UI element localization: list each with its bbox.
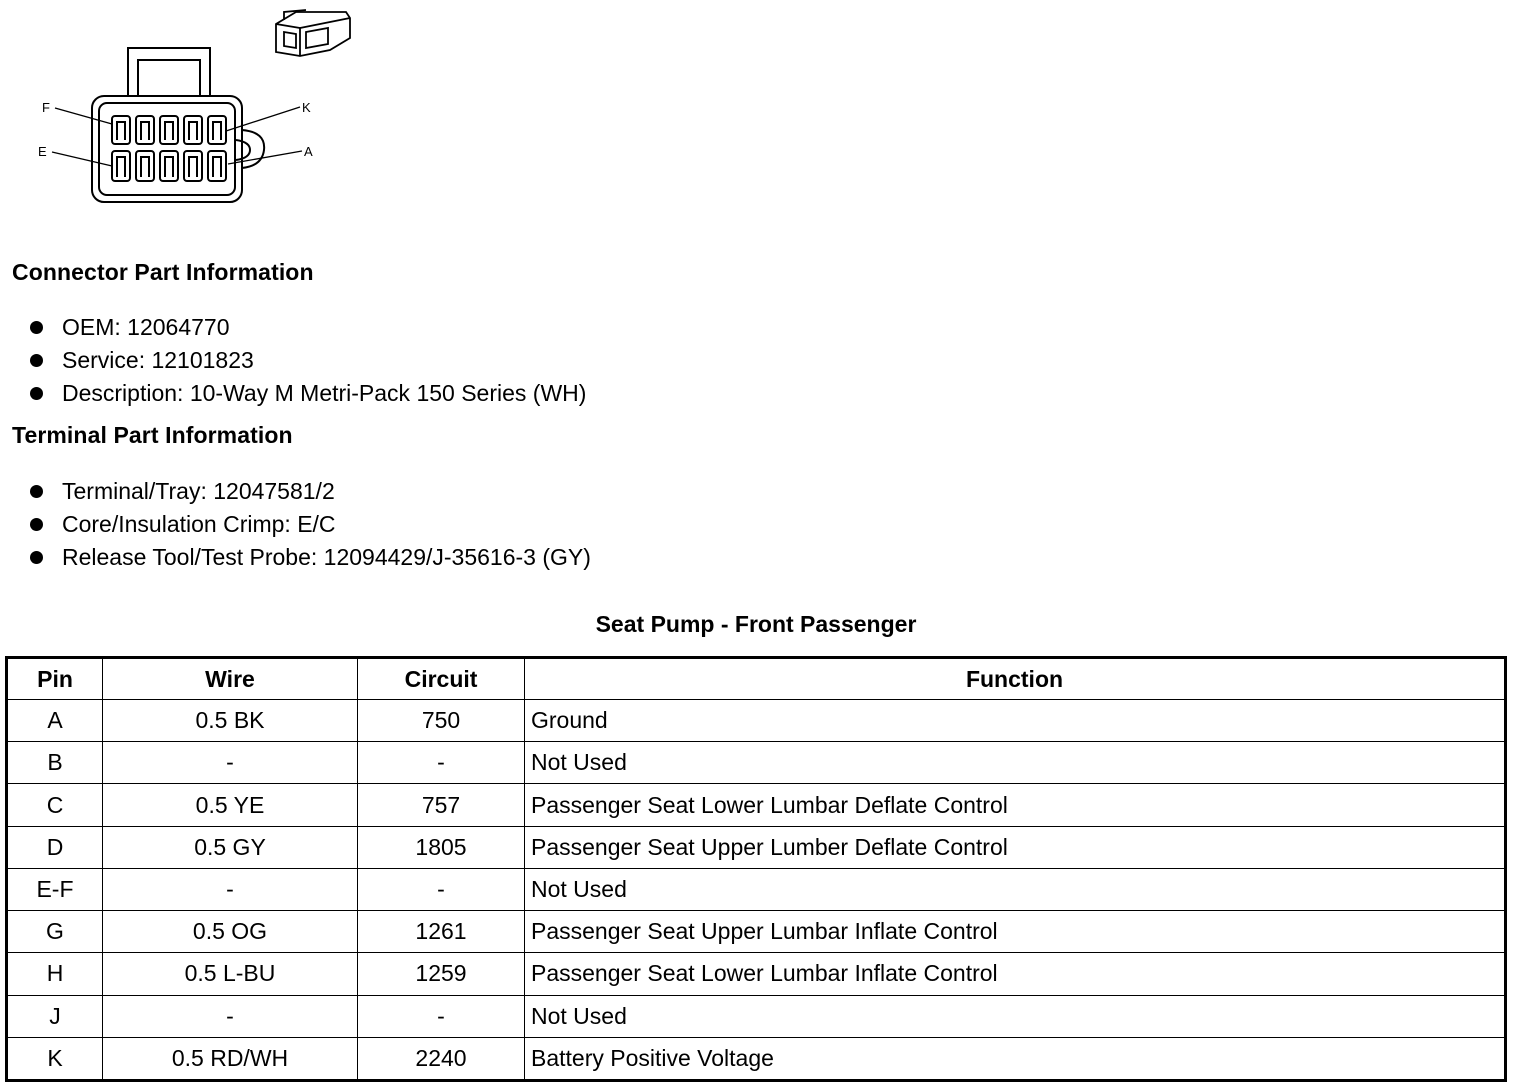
header-circuit: Circuit <box>358 658 525 700</box>
terminal-info-list <box>30 475 591 574</box>
pin-label-k: K <box>302 100 311 115</box>
bullet-icon <box>30 518 43 531</box>
cell-function: Passenger Seat Lower Lumbar Deflate Control <box>525 784 1506 826</box>
table-row <box>7 1037 1506 1080</box>
cell-wire: 0.5 RD/WH <box>103 1037 358 1080</box>
pin-cavity <box>208 116 226 144</box>
pin-cavity <box>184 151 202 181</box>
pin-table <box>5 656 1507 1082</box>
cell-circuit: - <box>358 868 525 910</box>
cell-function: Not Used <box>525 995 1506 1037</box>
table-row <box>7 826 1506 868</box>
list-item: Terminal/Tray: 12047581/2 <box>30 475 591 508</box>
pin-cavity <box>136 151 154 181</box>
cell-function: Passenger Seat Lower Lumbar Inflate Control <box>525 953 1506 995</box>
list-item: Description: 10-Way M Metri-Pack 150 Series (WH) <box>30 377 586 410</box>
cell-wire: 0.5 YE <box>103 784 358 826</box>
list-item: Service: 12101823 <box>30 344 586 377</box>
cell-pin: C <box>7 784 103 826</box>
cell-wire: 0.5 GY <box>103 826 358 868</box>
cell-pin: E-F <box>7 868 103 910</box>
cell-wire: 0.5 OG <box>103 911 358 953</box>
header-function: Function <box>525 658 1506 700</box>
pin-terminal <box>165 157 173 177</box>
pin-cavity <box>208 151 226 181</box>
table-row <box>7 742 1506 784</box>
header-pin: Pin <box>7 658 103 700</box>
cell-circuit: 750 <box>358 700 525 742</box>
pin-terminal <box>213 157 221 177</box>
table-row <box>7 868 1506 910</box>
pin-terminal <box>141 157 149 177</box>
table-row <box>7 784 1506 826</box>
cell-pin: B <box>7 742 103 784</box>
connector-diagram <box>0 0 380 220</box>
cell-pin: J <box>7 995 103 1037</box>
cell-function: Not Used <box>525 742 1506 784</box>
connector-icon <box>276 10 350 56</box>
cell-wire: 0.5 BK <box>103 700 358 742</box>
pin-terminal <box>189 157 197 177</box>
bullet-icon <box>30 387 43 400</box>
pin-terminal <box>117 157 125 177</box>
cell-circuit: 2240 <box>358 1037 525 1080</box>
cell-wire: - <box>103 868 358 910</box>
pin-cavity <box>136 116 154 144</box>
bullet-icon <box>30 551 43 564</box>
table-header-row <box>7 658 1506 700</box>
connector-info-list <box>30 311 586 410</box>
table-row <box>7 700 1506 742</box>
cell-circuit: - <box>358 995 525 1037</box>
bullet-icon <box>30 321 43 334</box>
table-row <box>7 911 1506 953</box>
pin-cavity <box>160 116 178 144</box>
list-item: Release Tool/Test Probe: 12094429/J-35616-3 (GY) <box>30 541 591 574</box>
cell-wire: - <box>103 995 358 1037</box>
cell-circuit: 1259 <box>358 953 525 995</box>
cell-circuit: 1261 <box>358 911 525 953</box>
bullet-icon <box>30 485 43 498</box>
cell-circuit: 1805 <box>358 826 525 868</box>
bullet-icon <box>30 354 43 367</box>
cell-pin: A <box>7 700 103 742</box>
table-title: Seat Pump - Front Passenger <box>595 611 917 637</box>
pin-terminal <box>213 122 221 140</box>
pin-cavity <box>112 151 130 181</box>
cell-function: Not Used <box>525 868 1506 910</box>
cell-function: Ground <box>525 700 1506 742</box>
pin-label-a: A <box>304 144 313 159</box>
cell-pin: H <box>7 953 103 995</box>
cell-circuit: - <box>358 742 525 784</box>
cell-pin: D <box>7 826 103 868</box>
list-item: Core/Insulation Crimp: E/C <box>30 508 591 541</box>
cell-function: Battery Positive Voltage <box>525 1037 1506 1080</box>
cell-function: Passenger Seat Upper Lumbar Inflate Control <box>525 911 1506 953</box>
connector-info-heading: Connector Part Information <box>12 259 314 285</box>
pin-terminal <box>189 122 197 140</box>
table-row <box>7 953 1506 995</box>
cell-wire: - <box>103 742 358 784</box>
list-item: OEM: 12064770 <box>30 311 586 344</box>
table-row <box>7 995 1506 1037</box>
cell-pin: G <box>7 911 103 953</box>
cell-pin: K <box>7 1037 103 1080</box>
pin-label-e: E <box>38 144 47 159</box>
cell-circuit: 757 <box>358 784 525 826</box>
pin-label-f: F <box>42 100 50 115</box>
cell-function: Passenger Seat Upper Lumber Deflate Control <box>525 826 1506 868</box>
pin-cavity <box>112 116 130 144</box>
header-wire: Wire <box>103 658 358 700</box>
cell-wire: 0.5 L-BU <box>103 953 358 995</box>
pin-terminal <box>141 122 149 140</box>
pin-terminal <box>165 122 173 140</box>
terminal-info-heading: Terminal Part Information <box>12 422 293 448</box>
pin-cavity <box>160 151 178 181</box>
pin-terminal <box>117 122 125 140</box>
pin-cavity <box>184 116 202 144</box>
